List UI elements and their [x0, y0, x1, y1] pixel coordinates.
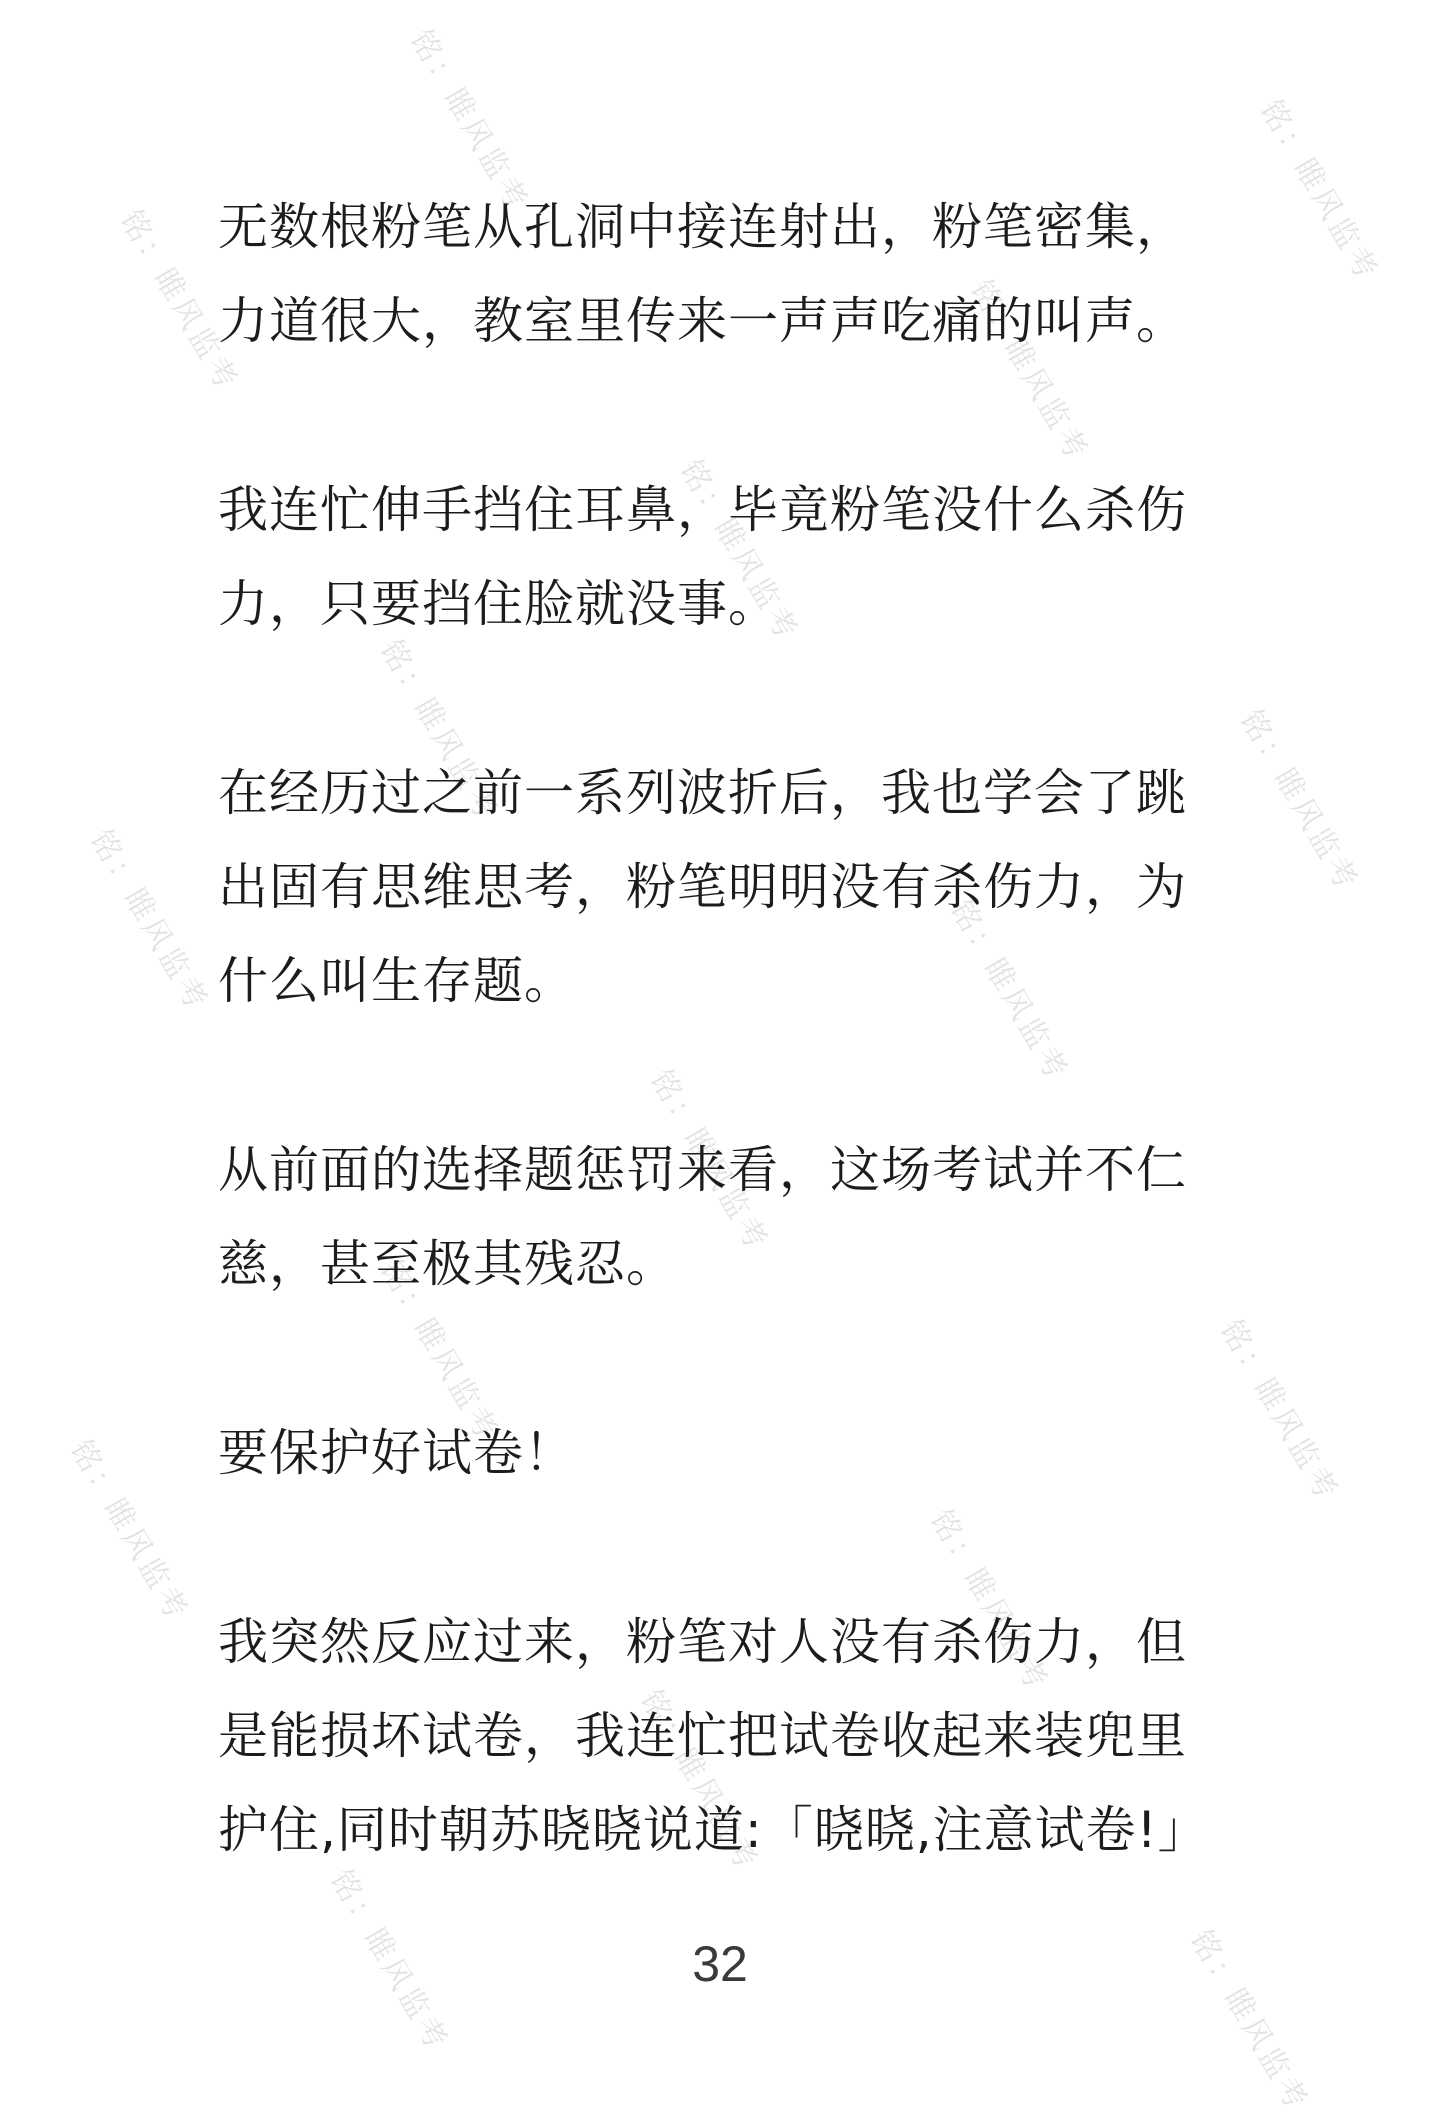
- paragraph: 我突然反应过来，粉笔对人没有杀伤力，但是能损坏试卷，我连忙把试卷收起来装兜里护住,同时朝苏晓晓说道:「晓晓,注意试卷!」: [218, 1613, 1209, 1859]
- watermark: 铭：睢风监考: [1212, 1314, 1346, 1509]
- text-body: [218, 180, 1228, 1972]
- watermark: 铭：睢风监考: [642, 1064, 776, 1259]
- watermark: 铭：睢风监考: [62, 1434, 196, 1629]
- watermark: 铭：睢风监考: [82, 824, 216, 1019]
- watermark: 铭：睢风监考: [1252, 94, 1386, 289]
- watermark: 铭：睢风监考: [922, 1504, 1056, 1699]
- paragraph: 我连忙伸手挡住耳鼻，毕竟粉笔没什么杀伤力，只要挡住脸就没事。: [218, 481, 1187, 633]
- watermark: 铭：睢风监考: [632, 1684, 766, 1879]
- paragraph: 无数根粉笔从孔洞中接连射出，粉笔密集，力道很大，教室里传来一声声吃痛的叫声。: [218, 198, 1187, 350]
- watermark: 铭：睢风监考: [962, 274, 1096, 469]
- watermark: 铭：睢风监考: [1182, 1924, 1316, 2119]
- paragraph: 要保护好试卷！: [218, 1424, 575, 1482]
- watermark: 铭：睢风监考: [402, 24, 536, 219]
- watermark: 铭：睢风监考: [372, 634, 506, 829]
- paragraph: 从前面的选择题惩罚来看，这场考试并不仁慈，甚至极其残忍。: [218, 1141, 1187, 1293]
- watermark: 铭：睢风监考: [322, 1864, 456, 2059]
- watermark: 铭：睢风监考: [112, 204, 246, 399]
- watermark: 铭：睢风监考: [942, 894, 1076, 1089]
- watermark: 铭：睢风监考: [372, 1254, 506, 1449]
- page-number: 32: [692, 1936, 748, 1992]
- paragraph: 在经历过之前一系列波折后，我也学会了跳出固有思维思考，粉笔明明没有杀伤力，为什么叫生存题。: [218, 764, 1187, 1010]
- watermark: 铭：睢风监考: [1232, 704, 1366, 899]
- watermark: 铭：睢风监考: [672, 454, 806, 649]
